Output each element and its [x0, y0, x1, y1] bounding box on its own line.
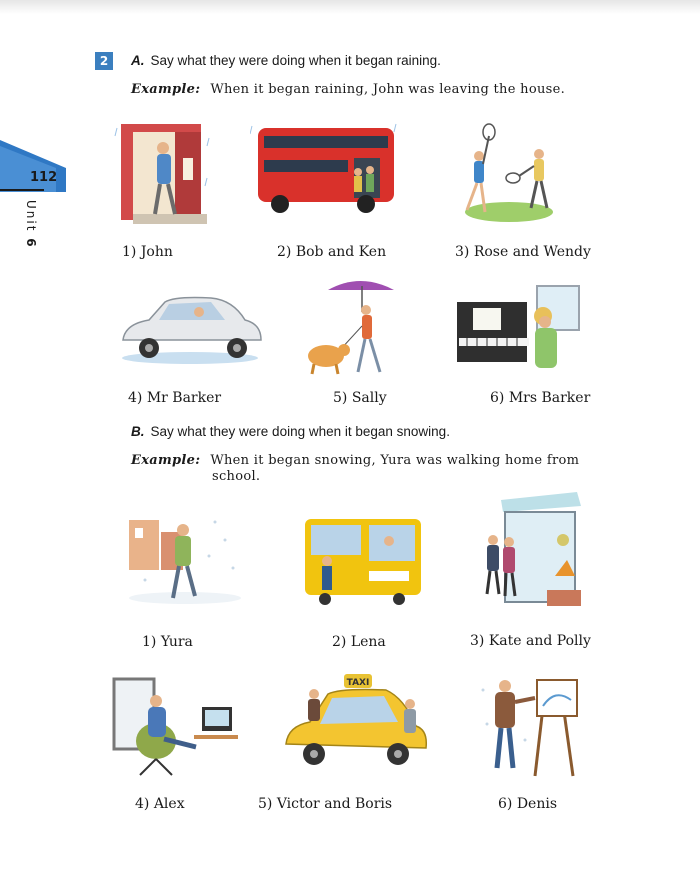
unit-word: Unit: [24, 200, 38, 233]
part-b-example-line2: school.: [212, 469, 261, 484]
caption-a3: 3) Rose and Wendy: [455, 244, 591, 260]
caption-a5: 5) Sally: [333, 390, 387, 406]
part-a-letter: A.: [131, 53, 145, 68]
part-b-example: [131, 453, 611, 468]
caption-b2: 2) Lena: [332, 634, 386, 650]
caption-b5: 5) Victor and Boris: [258, 796, 393, 812]
example-label: Example:: [131, 82, 201, 97]
picture-victor-and-boris-taxi: [280, 668, 430, 778]
picture-john-leaving-house: [113, 118, 213, 230]
unit-number: 6: [24, 238, 38, 249]
example-text-b-line1: When it began snowing, Yura was walking home from: [210, 453, 580, 468]
part-b-text: Say what they were doing when it began snowing.: [150, 424, 450, 439]
unit-label: [24, 200, 38, 249]
picture-sally-umbrella-dog: [300, 276, 410, 380]
caption-b4: 4) Alex: [135, 796, 185, 812]
part-a-instruction: [131, 53, 441, 68]
part-b-instruction: [131, 424, 450, 439]
picture-mrs-barker-piano: [455, 282, 585, 378]
picture-denis-painting: [475, 670, 585, 780]
caption-a6: 6) Mrs Barker: [490, 390, 591, 406]
page-number: 112: [30, 170, 58, 185]
picture-mr-barker-car: [115, 288, 265, 368]
caption-a4: 4) Mr Barker: [128, 390, 222, 406]
part-b-letter: B.: [131, 424, 145, 439]
picture-bob-and-ken-bus: [250, 120, 400, 216]
caption-b6: 6) Denis: [498, 796, 558, 812]
picture-lena-bus: [285, 515, 425, 605]
example-text: When it began raining, John was leaving the house.: [210, 82, 566, 97]
picture-yura-walking-snow: [125, 510, 245, 606]
page-top-shadow: [0, 0, 700, 14]
task-number-badge: 2: [95, 52, 113, 70]
caption-b1: 1) Yura: [142, 634, 193, 650]
caption-a2: 2) Bob and Ken: [277, 244, 387, 260]
picture-alex-computer: [110, 675, 240, 779]
caption-b3: 3) Kate and Polly: [470, 633, 591, 649]
caption-a1: 1) John: [122, 244, 173, 260]
example-label-b: Example:: [131, 453, 201, 468]
picture-kate-and-polly-shop-window: [475, 490, 585, 610]
part-a-text: Say what they were doing when it began raining.: [150, 53, 441, 68]
part-a-example: [131, 82, 565, 97]
taxi-sign-text: TAXI: [346, 678, 370, 688]
picture-rose-and-wendy-badminton: [455, 120, 565, 224]
side-divider: [0, 189, 44, 191]
